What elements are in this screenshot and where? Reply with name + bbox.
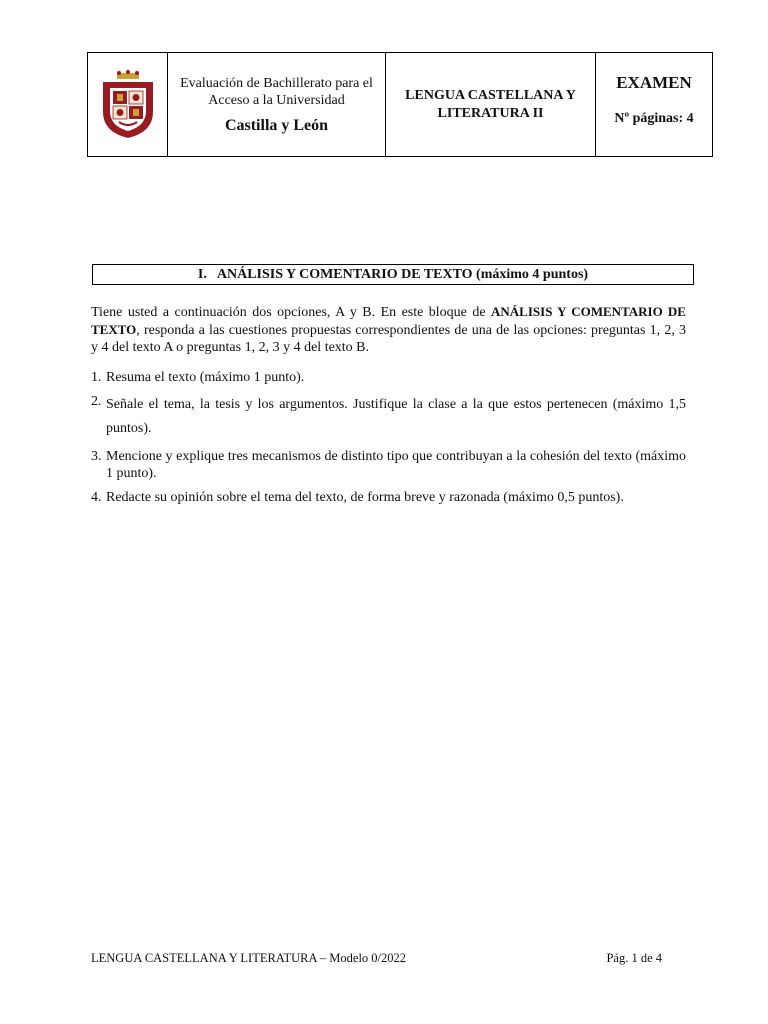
page-number: Pág. 1 de 4	[606, 951, 662, 965]
question-item	[91, 369, 686, 386]
question-list	[91, 369, 686, 513]
institution-name: Evaluación de Bachillerato para el Acceso a la Universidad	[180, 75, 373, 108]
exam-cell	[596, 53, 712, 156]
section-title: ANÁLISIS Y COMENTARIO DE TEXTO (máximo 4 puntos)	[216, 267, 589, 282]
section-heading	[92, 264, 694, 285]
question-text: Redacte su opinión sobre el tema del texto, de forma breve y razonada (máximo 0,5 puntos).	[106, 490, 624, 505]
footer-title: LENGUA CASTELLANA Y LITERATURA – Modelo 0/2022	[91, 951, 407, 965]
question-number: 1.	[91, 370, 102, 385]
question-number: 2.	[91, 394, 102, 409]
instructions-text-2: , responda a las cuestiones propuestas correspondientes de una de las opciones: preguntas 1, 2, 3 y 4 del texto A o preguntas 1, 2, 3 y 4 del texto B.	[91, 323, 686, 355]
question-text: Resuma el texto (máximo 1 punto).	[106, 370, 305, 385]
page-count: Nº páginas: 4	[614, 111, 694, 126]
exam-label: EXAMEN	[616, 73, 692, 92]
region-name: Castilla y León	[224, 116, 329, 134]
institution-cell	[168, 53, 386, 156]
section-number: I.	[197, 267, 207, 282]
question-number: 3.	[91, 449, 102, 464]
question-item	[91, 393, 686, 441]
question-text: Señale el tema, la tesis y los argumentos. Justifique la clase a la que estos pertenecen (máximo 1,5 puntos).	[106, 397, 686, 436]
exam-header	[87, 52, 713, 157]
question-item	[91, 448, 686, 482]
instructions-text-1: Tiene usted a continuación dos opciones, A y B. En este bloque de	[91, 305, 486, 320]
university-seal-icon	[97, 70, 159, 140]
instructions-emphasis: ANÁLISIS Y COMENTARIO DE TEXTO	[91, 304, 686, 337]
instructions-paragraph	[91, 303, 686, 356]
logo-cell	[88, 53, 168, 156]
subject-name: LENGUA CASTELLANA Y LITERATURA II	[405, 87, 576, 121]
question-item	[91, 489, 686, 506]
question-number: 4.	[91, 490, 102, 505]
subject-cell	[386, 53, 596, 156]
question-text: Mencione y explique tres mecanismos de distinto tipo que contribuyan a la cohesión del texto (máximo 1 punto).	[106, 449, 686, 481]
